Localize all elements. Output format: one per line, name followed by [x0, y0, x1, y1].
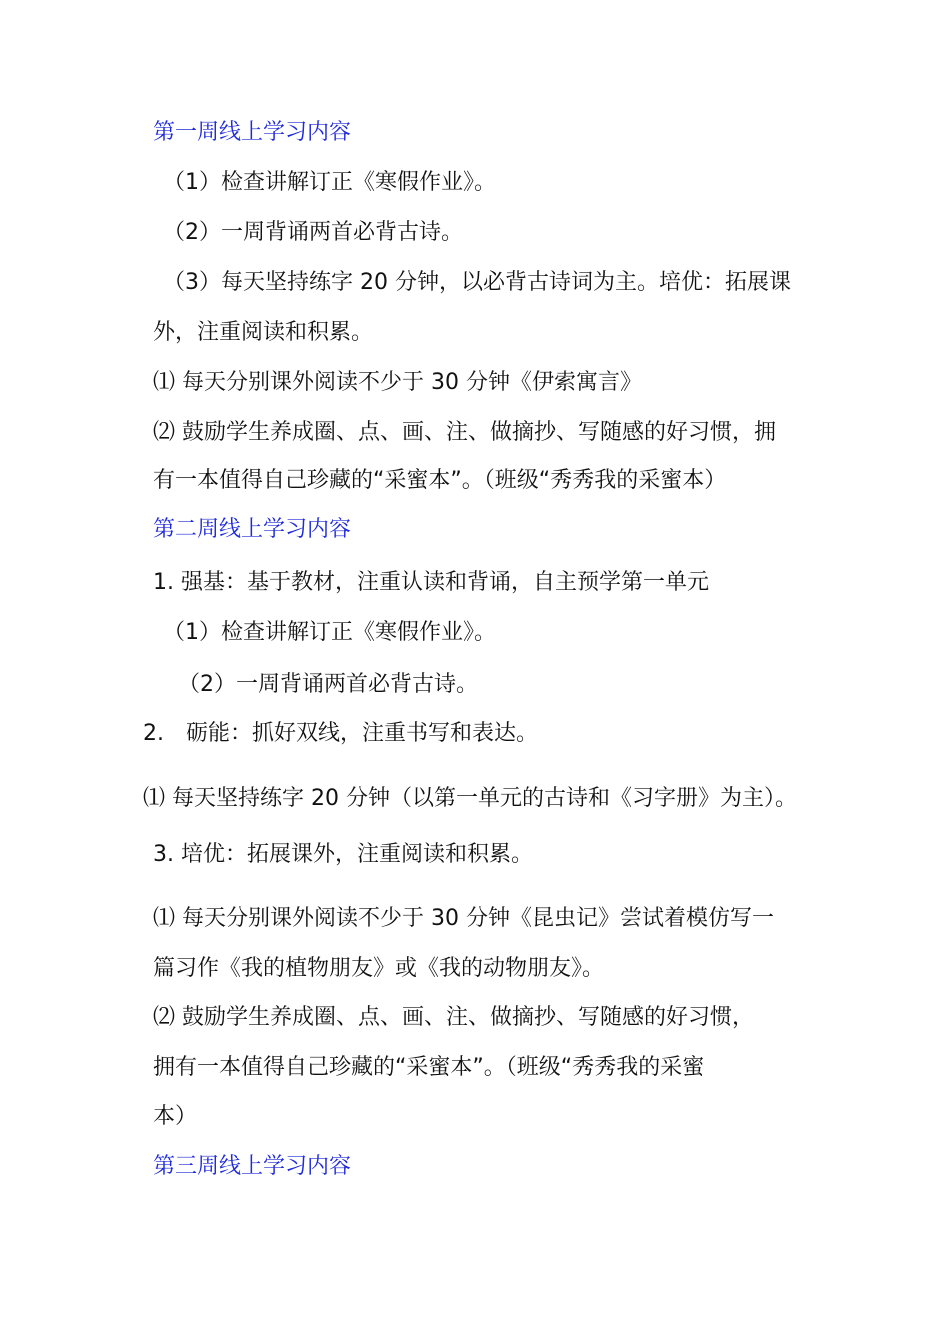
week2-section-3-item-2-line-3: 本）	[153, 1104, 198, 1129]
week2-section-2: 2. 砺能：抓好双线，注重书写和表达。	[143, 721, 538, 746]
week2-section-3-item-2-line-2: 拥有一本值得自己珍藏的“采蜜本”。（班级“秀秀我的采蜜	[153, 1055, 705, 1080]
week2-section-1-item-1: （1）检查讲解订正《寒假作业》。	[163, 620, 496, 645]
week1-item-2: （2）一周背诵两首必背古诗。	[163, 220, 463, 245]
week2-section-1-item-2: （2）一周背诵两首必背古诗。	[178, 672, 478, 697]
week3-heading: 第三周线上学习内容	[153, 1154, 352, 1179]
week1-item-1: （1）检查讲解订正《寒假作业》。	[163, 170, 496, 195]
week1-item-3-line-2: 外，注重阅读和积累。	[153, 320, 374, 345]
week1-sub-item-1: ⑴ 每天分别课外阅读不少于 30 分钟《伊索寓言》	[153, 370, 642, 395]
week2-section-1: 1. 强基：基于教材，注重认读和背诵，自主预学第一单元	[153, 570, 709, 595]
week1-sub-item-2-line-1: ⑵ 鼓励学生养成圈、点、画、注、做摘抄、写随感的好习惯，拥	[153, 420, 776, 445]
week1-item-3-line-1: （3）每天坚持练字 20 分钟，以必背古诗词为主。培优：拓展课	[163, 270, 791, 295]
week2-section-3-item-1-line-2: 篇习作《我的植物朋友》或《我的动物朋友》。	[153, 956, 605, 981]
week1-heading: 第一周线上学习内容	[153, 120, 352, 145]
week2-section-3-item-1-line-1: ⑴ 每天分别课外阅读不少于 30 分钟《昆虫记》尝试着模仿写一	[153, 906, 774, 931]
week2-section-2-item-1: ⑴ 每天坚持练字 20 分钟（以第一单元的古诗和《习字册》为主）。	[143, 786, 797, 811]
week2-heading: 第二周线上学习内容	[153, 517, 352, 542]
week2-section-3-item-2-line-1: ⑵ 鼓励学生养成圈、点、画、注、做摘抄、写随感的好习惯，	[153, 1005, 754, 1030]
week2-section-3: 3. 培优：拓展课外，注重阅读和积累。	[153, 842, 533, 867]
week1-sub-item-2-line-2: 有一本值得自己珍藏的“采蜜本”。（班级“秀秀我的采蜜本）	[153, 468, 727, 493]
